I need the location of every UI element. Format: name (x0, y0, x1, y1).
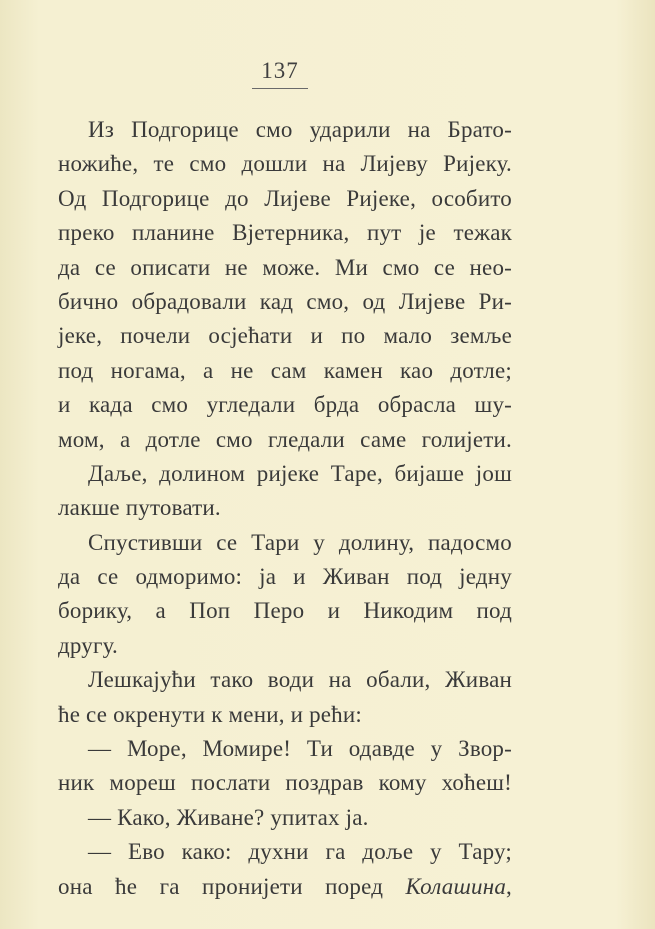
text-line: да се описати не може. Ми смо се нео- (58, 254, 512, 280)
text-line: под ногама, а не сам камен као дотле; (58, 357, 512, 383)
text-line: ће се окренути к мени, и рећи: (58, 701, 362, 727)
emphasized-word: Колашина (405, 873, 507, 899)
text-line: — Како, Живане? упитах ја. (88, 804, 369, 830)
text-line: Лешкајући тако води на обали, Живан (88, 667, 512, 693)
text-line-last (58, 870, 512, 904)
text-line: другу. (58, 632, 118, 658)
last-line-tail: , (506, 873, 512, 899)
text-line: Спустивши се Тари у долину, падосмо (88, 529, 512, 555)
text-line: да се одморимо: ја и Живан под једну (58, 564, 512, 590)
page-number-rule (252, 88, 308, 89)
text-line: јеке, почели осјећати и по мало земље (58, 323, 512, 349)
text-line: и када смо угледали брда обрасла шу- (58, 392, 512, 418)
text-line: — Море, Момире! Ти одавде у Звор- (88, 736, 512, 762)
text-line: борику, а Поп Перо и Никодим под (58, 598, 512, 624)
page-number: 137 (261, 58, 299, 83)
text-line: преко планине Вјетерника, пут је тежак (58, 220, 512, 246)
text-line: Од Подгорице до Лијеве Ријеке, особито (58, 185, 512, 211)
text-line: ник мореш послати поздрав кому хоћеш! (58, 770, 512, 796)
text-line: бично обрадовали кад смо, од Лијеве Ри- (58, 288, 512, 314)
text-line: лакше путовати. (58, 495, 221, 521)
text-line: ножиће, те смо дошли на Лијеву Ријеку. (58, 151, 512, 177)
last-line-text: она ће га пронијети поред (58, 873, 384, 899)
text-line: Даље, долином ријеке Таре, бијаше још (88, 460, 512, 486)
body-text (58, 113, 512, 904)
text-line: мом, а дотле смо гледали саме голијети. (58, 426, 512, 452)
text-line: — Ево како: духни га доље у Тару; (88, 839, 512, 865)
text-line: Из Подгорице смо ударили на Брато- (88, 117, 512, 142)
